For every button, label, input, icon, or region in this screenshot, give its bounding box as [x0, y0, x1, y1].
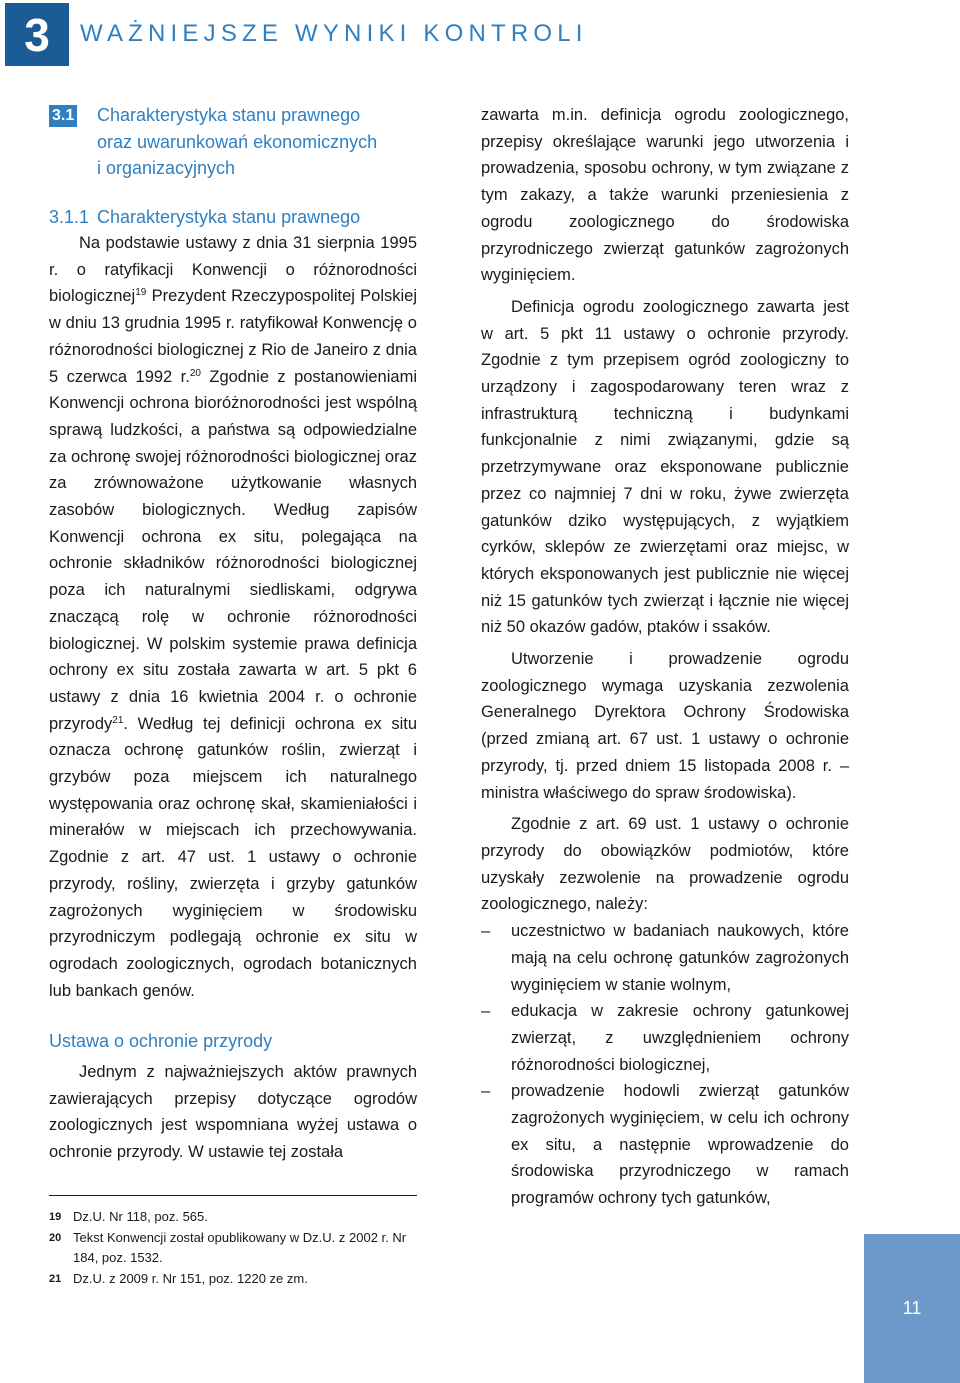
dash-bullet: –	[481, 922, 491, 941]
footnotes	[49, 1207, 417, 1289]
footnote-ref[interactable]: 19	[135, 287, 147, 299]
paragraph	[49, 230, 417, 1004]
list-item	[481, 918, 849, 998]
text-run: Zgodnie z postanowieniami Konwencji ochrona bioróżnorodności jest wspólną sprawą ludzkości, a państwa są odpowiedzialne za ochronę swojej różnorodności biologicznej oraz za zrównoważone użytkowanie własnych zasobów biologicznych. Według zapisów Konwencji ochrona ex situ, polegająca na ochronie składników różnorodności biologicznej poza ich naturalnymi siedliskami, odgrywa znaczącą rolę w ochronie różnorodności biologicznej. W polskim systemie prawa definicja ochrony ex situ została zawarta w art. 5 pkt 6 ustawy z dnia 16 kwietnia 2004 r. o ochronie przyrody	[49, 367, 417, 733]
paragraph: zawarta m.in. definicja ogrodu zoologicznego, przepisy określające warunki jego utworzenia i prowadzenia, sposobu ochrony, w tym związane z tym zakazy, a także warunki przeniesienia z ogrodu zoologicznego do środowiska przyrodniczego zwierząt gatunków zagrożonych wyginięciem.	[481, 106, 849, 285]
list-item-text: prowadzenie hodowli zwierząt gatunków zagrożonych wyginięciem, w celu ich ochrony ex situ, a następnie wprowadzenie do środowiska przyrodniczego w ramach programów ochrony tych gatunków,	[511, 1082, 849, 1208]
footnote-number: 21	[49, 1272, 62, 1285]
section-number: 3.1	[49, 105, 77, 127]
right-column	[481, 102, 849, 1212]
footnote	[49, 1269, 417, 1290]
page-number-box	[864, 1234, 960, 1383]
dash-bullet: –	[481, 1002, 491, 1021]
footnote-text: Tekst Konwencji został opublikowany w Dz.U. z 2002 r. Nr 184, poz. 1532.	[73, 1229, 407, 1265]
list-item	[481, 998, 849, 1078]
footnote-text: Dz.U. Nr 118, poz. 565.	[73, 1209, 208, 1224]
chapter-number: 3	[24, 8, 50, 61]
section-title	[97, 102, 417, 182]
footnote	[49, 1207, 417, 1228]
section-title-line: Charakterystyka stanu prawnego	[97, 105, 361, 125]
list-item-text: edukacja w zakresie ochrony gatunkowej zwierząt, z uwzględnieniem ochrony różnorodności biologicznej,	[511, 1002, 849, 1074]
footnote-text: Dz.U. z 2009 r. Nr 151, poz. 1220 ze zm.	[73, 1270, 308, 1286]
subheading: Ustawa o ochronie przyrody	[49, 1031, 273, 1052]
paragraph: Jednym z najważniejszych aktów prawnych zawierających przepisy dotyczące ogrodów zoologicznych jest wspomniana wyżej ustawa o ochronie przyrody. W ustawie tej została	[49, 1062, 417, 1161]
footnote-ref[interactable]: 20	[189, 367, 201, 379]
chapter-number-box	[5, 3, 69, 66]
section-title-line: i organizacyjnych	[97, 158, 236, 178]
left-column	[49, 102, 417, 1166]
chapter-title: WAŻNIEJSZE WYNIKI KONTROLI	[80, 20, 588, 47]
paragraph: Zgodnie z art. 69 ust. 1 ustawy o ochronie przyrody do obowiązków podmiotów, które uzyskały zezwolenie na prowadzenie ogrodu zoologicznego, należy:	[481, 815, 849, 914]
section-title-line: oraz uwarunkowań ekonomicznych	[97, 131, 378, 152]
subsection-number: 3.1.1	[49, 206, 90, 227]
text-run: Na podstawie ustawy z dnia 31 sierpnia 1995 r. o ratyfikacji Konwencji o różnorodności biologicznej	[49, 234, 417, 306]
obligations-list	[481, 918, 849, 1212]
footnote-number: 19	[49, 1211, 62, 1223]
page-number: 11	[902, 1298, 922, 1318]
dash-bullet: –	[481, 1082, 491, 1101]
footnote-ref[interactable]: 21	[112, 714, 124, 726]
footnote-number: 20	[49, 1231, 62, 1244]
subsection-title: Charakterystyka stanu prawnego	[97, 206, 361, 227]
subsection-heading	[49, 204, 417, 231]
text-run: Prezydent Rzeczypospolitej Polskiej w dniu 13 grudnia 1995 r. ratyfikował Konwencję o różnorodności biologicznej z Rio de Janeiro z dnia 5 czerwca 1992 r.	[49, 287, 417, 386]
section-heading	[49, 102, 417, 182]
list-item-text: uczestnictwo w badaniach naukowych, które mają na celu ochronę gatunków zagrożonych wyginięciem w stanie wolnym,	[511, 922, 849, 994]
paragraph: Utworzenie i prowadzenie ogrodu zoologicznego wymaga uzyskania zezwolenia Generalnego Dyrektora Ochrony Środowiska (przed zmianą art. 67 ust. 1 ustawy o ochronie przyrody, tj. przed dniem 15 listopada 2008 r. – ministra właściwego do spraw środowiska).	[481, 650, 849, 802]
list-item	[481, 1078, 849, 1212]
footnote	[49, 1228, 417, 1269]
footnote-divider	[49, 1195, 417, 1196]
text-run: . Według tej definicji ochrona ex situ oznacza ochronę gatunków roślin, zwierząt i grzybów poza miejscem ich naturalnego występowania oraz ochronę skał, skamieniałości i minerałów w miejscach ich przechowywania. Zgodnie z art. 47 ust. 1 ustawy o ochronie przyrody, rośliny, zwierzęta i grzyby gatunków zagrożonych wyginięciem w środowisku przyrodniczym podlegają ochronie ex situ w ogrodach zoologicznych, ogrodach botanicznych lub bankach genów.	[49, 714, 417, 1000]
paragraph: Definicja ogrodu zoologicznego zawarta jest w art. 5 pkt 11 ustawy o ochronie przyrody. Zgodnie z tym przepisem ogród zoologiczny to urządzony i zagospodarowany teren wraz z infrastrukturą techniczną i budynkami funkcjonalnie z nimi związanymi, gdzie są przetrzymywane oraz eksponowane publicznie przez co najmniej 7 dni w roku, żywe zwierzęta gatunków dziko występujących, z wyjątkiem cyrków, sklepów ze zwierzętami oraz miejsc, w których eksponowanych jest publicznie nie więcej niż 15 gatunków tych zwierząt i łącznie nie więcej niż 50 okazów gadów, ptaków i ssaków.	[481, 297, 849, 637]
